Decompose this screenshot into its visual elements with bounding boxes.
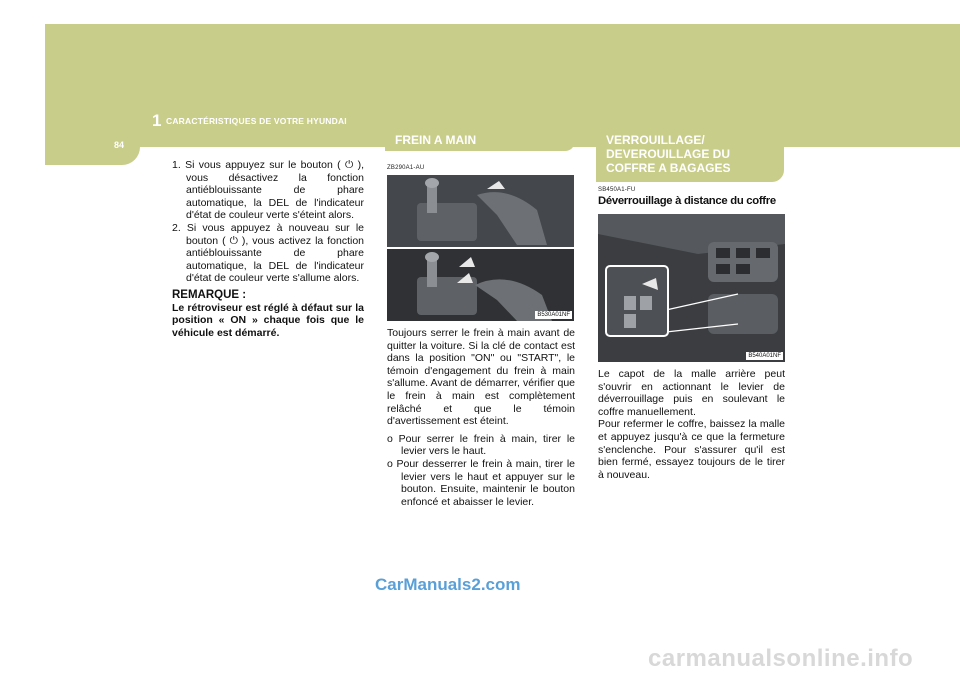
section-title: CARACTÉRISTIQUES DE VOTRE HYUNDAI	[166, 116, 347, 126]
verrouillage-text: Le capot de la malle arrière peut s'ouvrir en actionnant le levier de déverrouillage puis en soulevant le coffre manuellement. Pour refermer le coffre, baissez la malle et appuyez jusqu'à ce que la fermeture s'enclenche. Pour s'assurer qu'il est bien fermé, essayez toujours de le tirer à nouveau.	[598, 368, 785, 481]
list-item: o Pour desserrer le frein à main, tirer le levier vers le haut et appuyer sur le bouton. Ensuite, maintenir le bouton enfoncé et abaisser le levier.	[387, 457, 575, 508]
list-item: 1. Si vous appuyez sur le bouton ( ⏻ ), vous désactivez la fonction antiéblouissante de phare automatique, la DEL de l'indicateur d'état de couleur verte s'éteint alors.	[172, 159, 364, 222]
watermark-top[interactable]: CarManuals2.com	[375, 575, 521, 594]
tab-line: VERROUILLAGE/	[606, 133, 705, 147]
frein-paragraph: Toujours serrer le frein à main avant de quitter la voiture. Si la clé de contact est dans la position "ON" ou "START", le témoin d'engagement du frein à main s'allume. Avant de démarrer, vérifier que le frein à main est complètement relâché et que le témoin d'avertissement est éteint.	[387, 327, 575, 428]
page-number-band	[45, 128, 140, 165]
tab-line: DEVEROUILLAGE DU	[606, 147, 731, 161]
tab-line: COFFRE A BAGAGES	[606, 161, 731, 175]
trunk-release-photo	[598, 214, 785, 362]
remark-title: REMARQUE :	[172, 288, 247, 301]
left-column	[172, 159, 364, 339]
section-code: ZB290A1-AU	[387, 165, 425, 171]
frein-text	[387, 327, 575, 508]
list-item: o Pour serrer le frein à main, tirer le levier vers le haut.	[387, 432, 575, 458]
tab-verrouillage	[596, 131, 784, 182]
handbrake-photo	[387, 175, 574, 321]
remark-body: Le rétroviseur est réglé à défaut sur la position « ON » chaque fois que le véhicule est démarré.	[172, 301, 364, 339]
handbrake-illustration	[387, 175, 574, 321]
list-item: 2. Si vous appuyez à nouveau sur le bouton ( ⏻ ), vous activez la fonction antiéblouissante de phare automatique, la DEL de l'indicateur d'état de couleur verte s'allume alors.	[172, 221, 364, 285]
section-heading: Déverrouillage à distance du coffre	[598, 195, 776, 207]
image-label: B540A01NF	[748, 353, 781, 359]
header-band	[45, 24, 960, 147]
section-number: 1	[152, 111, 162, 130]
image-label: B530A01NF	[537, 312, 570, 318]
page-number: 84	[114, 140, 125, 150]
section-code: SB450A1-FU	[598, 187, 636, 193]
watermark-bottom[interactable]: carmanualsonline.info	[648, 645, 914, 672]
tab-frein-a-main: FREIN A MAIN	[385, 131, 575, 151]
door-panel-illustration	[598, 214, 785, 362]
